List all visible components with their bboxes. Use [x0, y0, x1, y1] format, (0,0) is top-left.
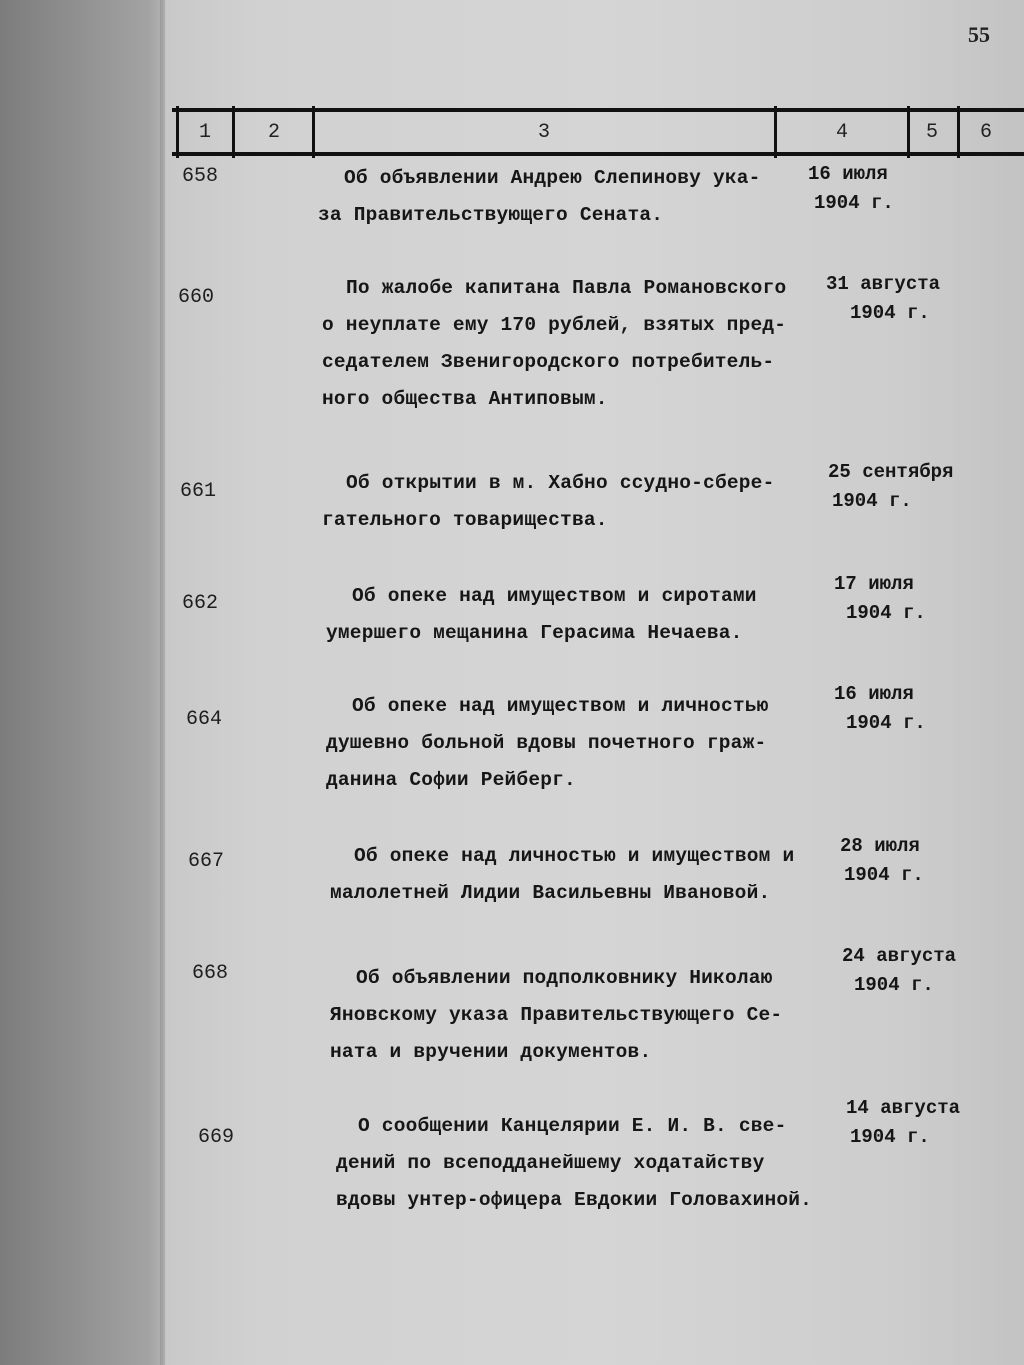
- column-separator: [232, 106, 235, 158]
- entry-number: 669: [198, 1126, 235, 1149]
- entry-date: 16 июля 1904 г.: [808, 163, 894, 214]
- column-separator: [312, 106, 315, 158]
- entry-number: 668: [192, 962, 229, 985]
- entry-number: 661: [180, 480, 217, 503]
- entry-date: 14 августа 1904 г.: [846, 1097, 961, 1148]
- entry-number: 664: [186, 708, 223, 731]
- column-header-2: 2: [267, 120, 280, 144]
- entry-date: 28 июля 1904 г.: [840, 835, 924, 886]
- column-separator: [957, 106, 960, 158]
- entry-number: 662: [182, 592, 219, 615]
- column-header-1: 1: [198, 120, 211, 144]
- entry-date: 25 сентября 1904 г.: [828, 461, 954, 512]
- page-number: 55: [968, 22, 990, 47]
- underlying-page: [0, 0, 165, 1365]
- column-header-row: [172, 108, 1024, 156]
- entry-description: Об объявлении подполковнику Николаю Яновскому указа Правительствующего Се- ната и вручении документов.: [330, 967, 783, 1063]
- column-separator: [774, 106, 777, 158]
- entry-date: 31 августа 1904 г.: [826, 273, 941, 324]
- page-edge-shadow: [160, 0, 166, 1365]
- column-header-4: 4: [835, 120, 848, 144]
- column-header-3: 3: [537, 120, 550, 144]
- entry-date: 16 июля 1904 г.: [834, 683, 926, 734]
- entry-number: 667: [188, 850, 225, 873]
- entry-description: О сообщении Канцелярии Е. И. В. све- дений по всеподданейшему ходатайству вдовы унтер-офицера Евдокии Головахиной.: [336, 1115, 813, 1211]
- entry-date: 24 августа 1904 г.: [842, 945, 957, 996]
- entry-number: 660: [178, 286, 215, 309]
- entry-description: Об объявлении Андрею Слепинову ука- за Правительствующего Сената.: [318, 167, 761, 226]
- entry-description: По жалобе капитана Павла Романовского о неуплате ему 170 рублей, взятых пред- седателем Звенигородского потребитель- ного общества Антиповым.: [322, 277, 787, 410]
- entry-date: 17 июля 1904 г.: [834, 573, 926, 624]
- entry-description: Об опеке над личностью и имуществом и малолетней Лидии Васильевны Ивановой.: [330, 845, 795, 904]
- column-separator: [907, 106, 910, 158]
- column-header-5: 5: [925, 120, 938, 144]
- entry-description: Об открытии в м. Хабно ссудно-сбере- гательного товарищества.: [322, 472, 775, 531]
- column-separator: [176, 106, 179, 158]
- entry-description: Об опеке над имуществом и сиротами умершего мещанина Герасима Нечаева.: [326, 585, 757, 644]
- column-header-6: 6: [979, 120, 992, 144]
- entry-number: 658: [182, 165, 219, 188]
- entry-description: Об опеке над имуществом и личностью душевно больной вдовы почетного граж- данина Софии Рейберг.: [326, 695, 769, 791]
